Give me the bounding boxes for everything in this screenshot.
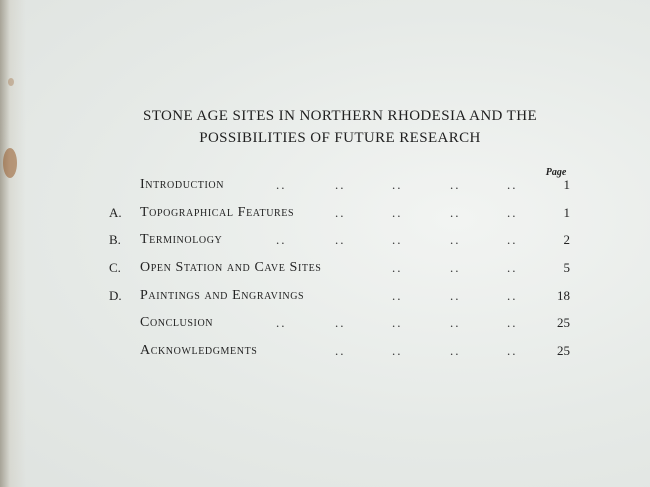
toc-entry-page: 25 [557, 343, 570, 358]
toc-entry-page: 2 [563, 232, 570, 247]
toc-entry: A. Topographical Features .. .. .. .. 1 [109, 205, 570, 220]
toc-entry-letter: D. [109, 288, 122, 303]
toc-entry-letter: A. [109, 205, 122, 220]
toc-entry-title: Conclusion [140, 315, 214, 330]
toc-entry: Acknowledgments .. .. .. .. 25 [140, 343, 570, 358]
document-title-line-1: STONE AGE SITES IN NORTHERN RHODESIA AND THE [142, 108, 538, 124]
toc-entry: Introduction .. .. .. .. .. 1 [140, 177, 570, 192]
toc-entry: B. Terminology .. .. .. .. .. 2 [109, 232, 570, 247]
page-stain [8, 78, 14, 86]
toc-entry-letter: B. [109, 232, 121, 247]
toc-entry-title: Paintings and Engravings [140, 288, 305, 303]
toc-entry: D. Paintings and Engravings .. .. .. 18 [109, 288, 570, 303]
toc-entry-title: Open Station and Cave Sites [140, 260, 322, 275]
toc-entry-letter: C. [109, 260, 121, 275]
toc-entry-title: Topographical Features [140, 205, 295, 220]
toc-entry-page: 1 [563, 177, 570, 192]
toc-entry: C. Open Station and Cave Sites .. .. .. 5 [109, 260, 570, 275]
document-title-line-2: POSSIBILITIES OF FUTURE RESEARCH [199, 130, 481, 146]
toc-entry-page: 25 [557, 315, 570, 330]
toc-entry-page: 18 [557, 288, 570, 303]
toc-entry: Conclusion .. .. .. .. .. 25 [140, 315, 570, 330]
toc-entry-title: Acknowledgments [140, 343, 258, 358]
toc-entry-title: Introduction [140, 177, 225, 192]
page-stain [3, 148, 17, 178]
toc-entry-page: 1 [563, 205, 570, 220]
toc-entry-page: 5 [563, 260, 570, 275]
toc-entry-title: Terminology [140, 232, 223, 247]
page-column-header: Page [545, 167, 567, 178]
